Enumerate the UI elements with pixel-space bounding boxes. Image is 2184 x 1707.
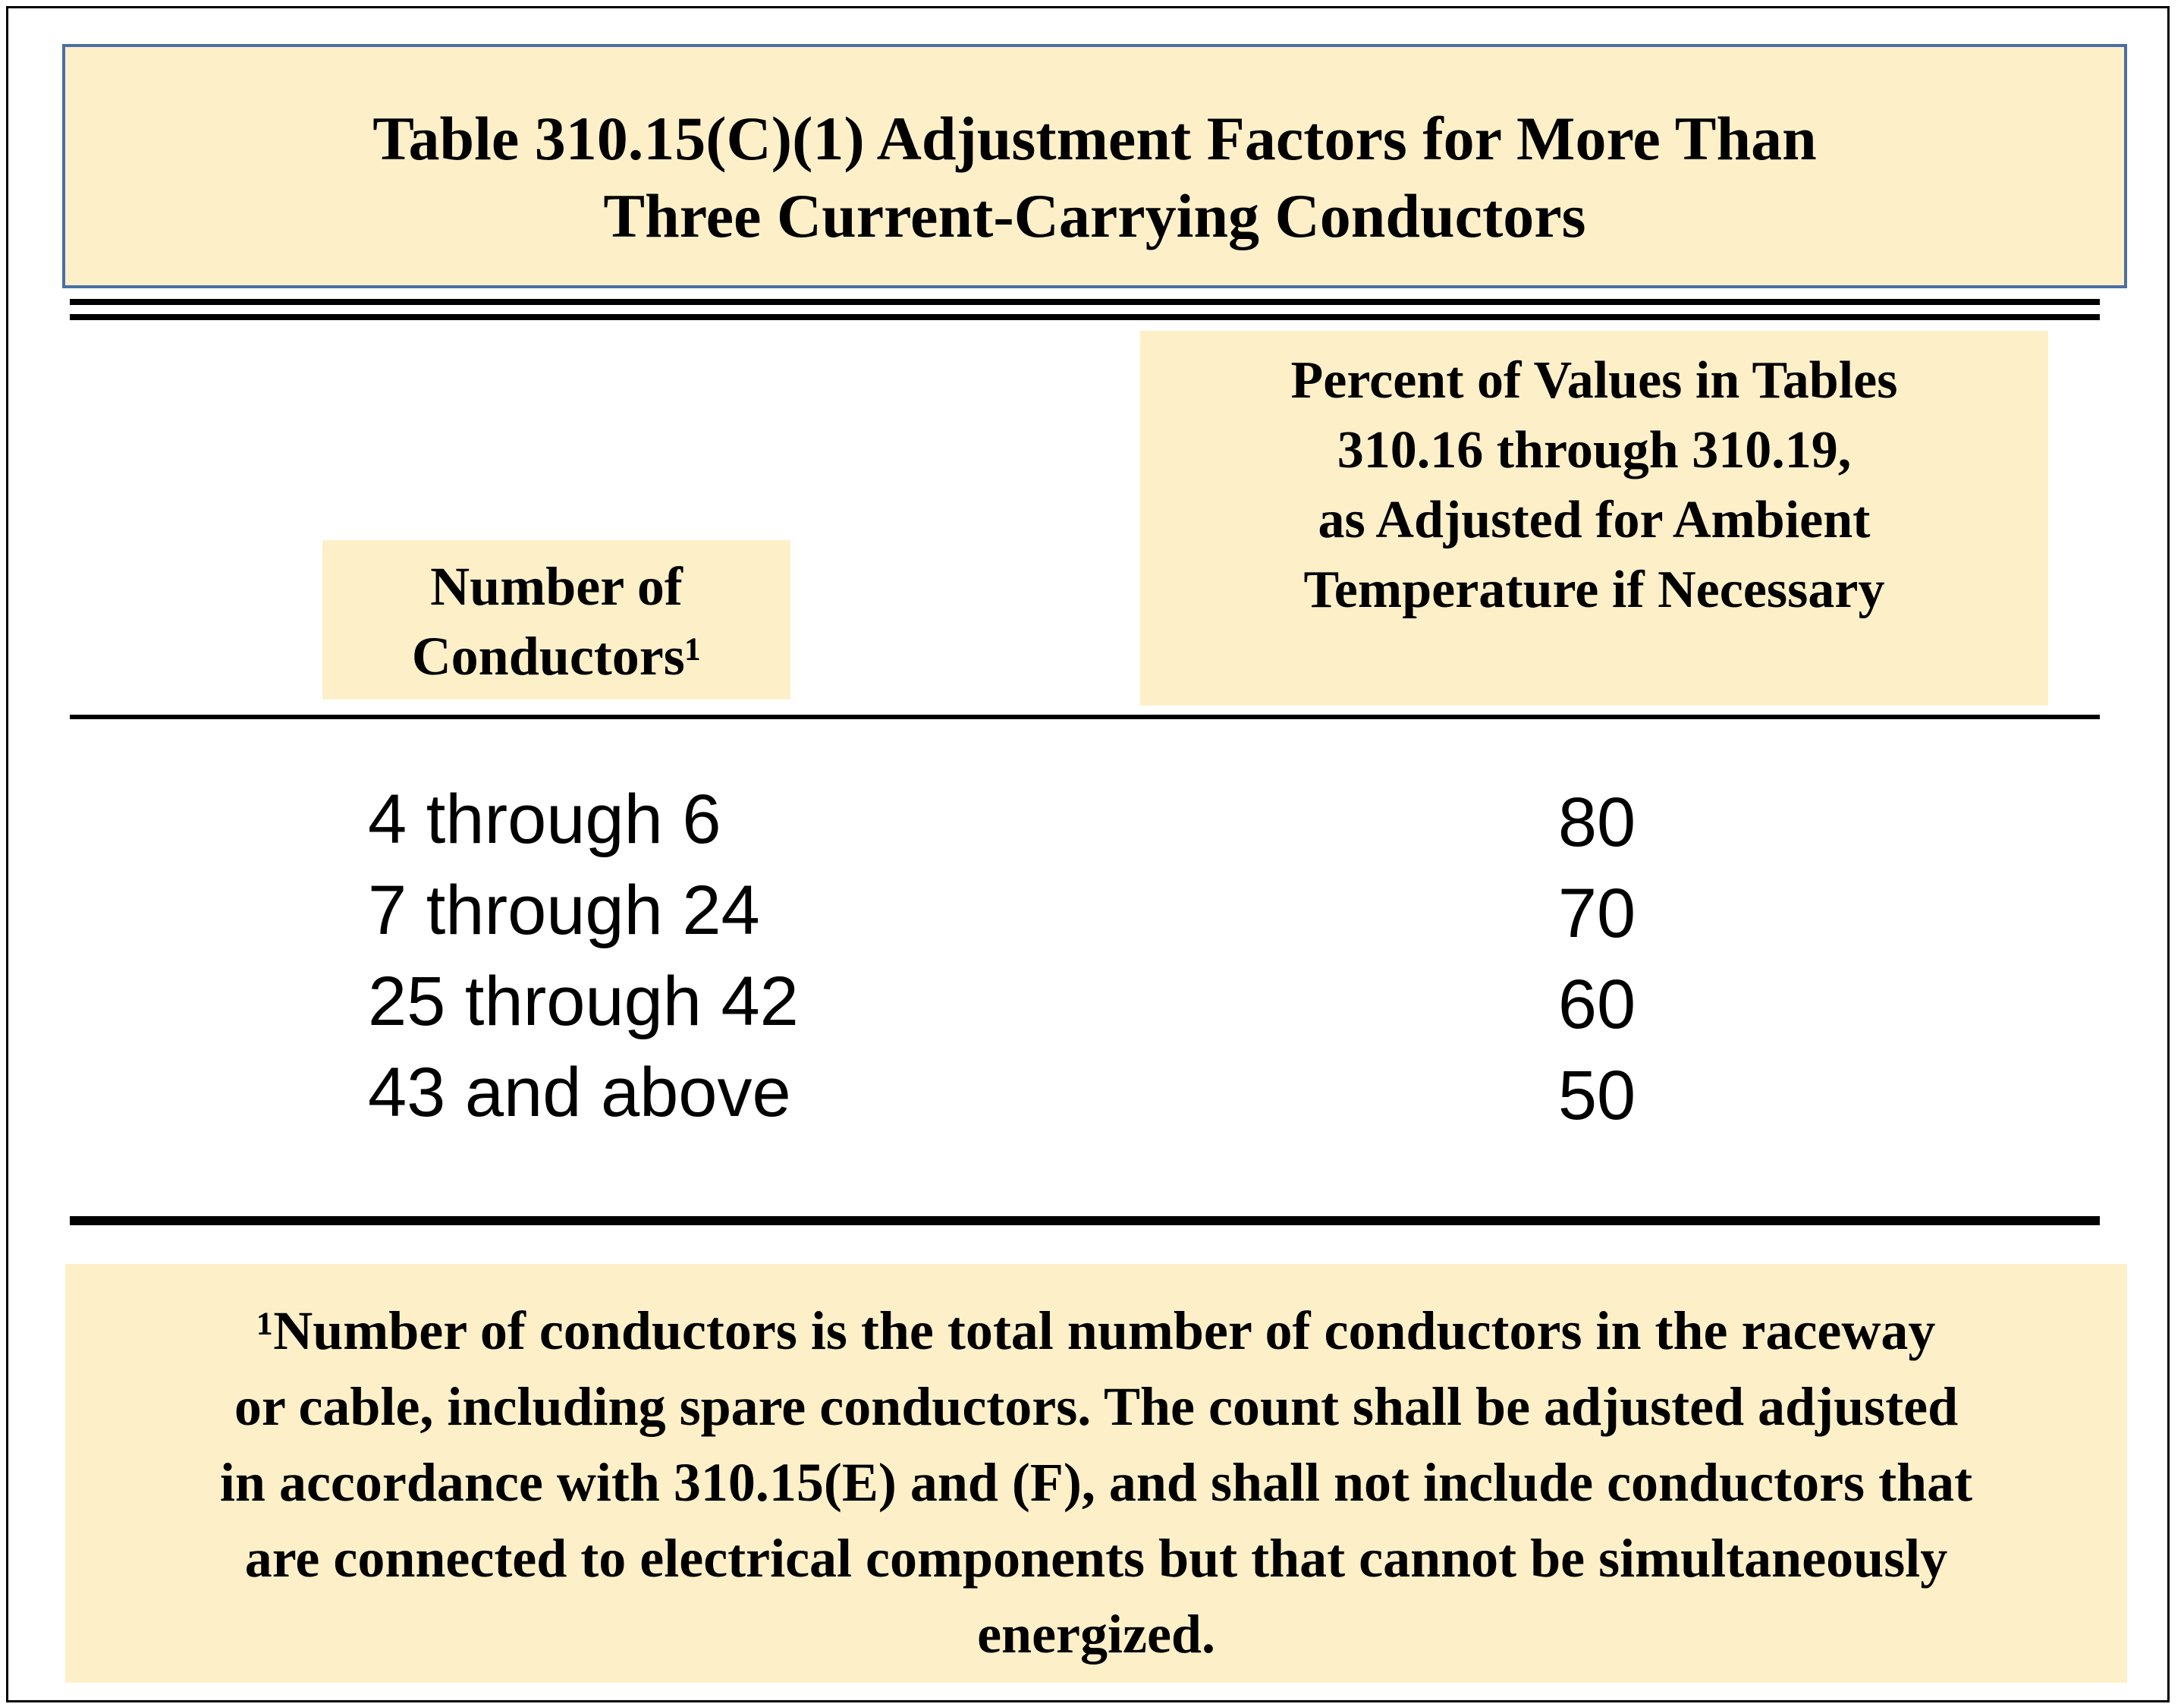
column-header-percent-line-3: as Adjusted for Ambient	[1318, 491, 1871, 549]
percent-cell: 50	[1557, 1057, 1636, 1134]
percent-cell: 60	[1557, 966, 1636, 1043]
table-row	[0, 774, 2184, 865]
column-header-percent	[1140, 331, 2048, 706]
table-row	[0, 956, 2184, 1047]
header-rule	[70, 715, 2100, 719]
footnote-line-1: ¹Number of conductors is the total number of conductors in the raceway	[256, 1300, 1936, 1361]
column-header-percent-line-1: Percent of Values in Tables	[1290, 351, 1898, 410]
top-rule-lower	[70, 314, 2100, 320]
percent-cell: 70	[1557, 875, 1636, 952]
footnote-line-3: in accordance with 310.15(E) and (F), and shall not include conductors that	[219, 1452, 1973, 1513]
footnote-line-2: or cable, including spare conductors. The count shall be adjusted adjusted	[234, 1376, 1959, 1437]
table-row	[0, 1047, 2184, 1138]
column-header-percent-line-2: 310.16 through 310.19,	[1337, 421, 1852, 479]
bottom-rule	[70, 1216, 2100, 1225]
table-title-line-1: Table 310.15(C)(1) Adjustment Factors for More Than	[372, 104, 1817, 173]
column-header-conductors	[322, 540, 790, 699]
conductor-count-cell: 4 through 6	[368, 781, 721, 858]
column-header-conductors-line-1: Number of	[430, 556, 683, 617]
table-title-line-2: Three Current-Carrying Conductors	[603, 181, 1586, 250]
conductor-count-cell: 25 through 42	[368, 963, 799, 1040]
conductor-count-cell: 7 through 24	[368, 872, 760, 949]
percent-cell: 80	[1557, 784, 1636, 861]
column-header-conductors-line-2: Conductors¹	[411, 626, 702, 687]
table-row	[0, 865, 2184, 956]
column-header-percent-line-4: Temperature if Necessary	[1303, 561, 1885, 619]
table-title	[62, 44, 2127, 288]
footnote	[65, 1264, 2127, 1683]
footnote-line-5: energized.	[977, 1604, 1215, 1665]
top-rule-upper	[70, 299, 2100, 305]
conductor-count-cell: 43 and above	[368, 1054, 791, 1131]
footnote-line-4: are connected to electrical components but that cannot be simultaneously	[244, 1528, 1948, 1589]
